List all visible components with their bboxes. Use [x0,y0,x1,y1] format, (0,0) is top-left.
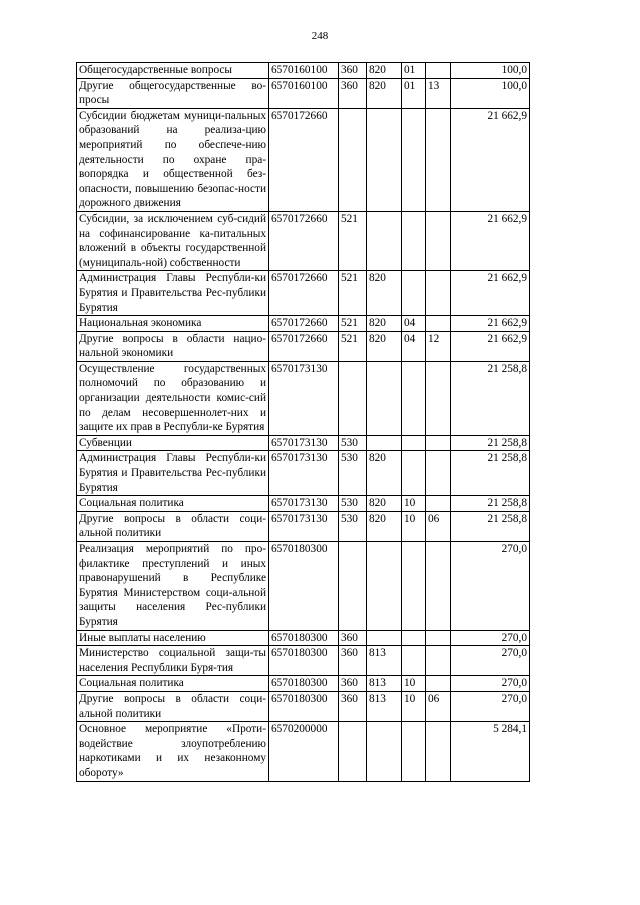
administrator-cell: 820 [367,78,402,108]
amount-cell: 21 662,9 [451,108,530,211]
target-article-cell: 6570180300 [269,676,339,692]
item-name-cell: Общегосударственные вопросы [77,63,269,79]
administrator-cell: 820 [367,496,402,512]
target-article-cell: 6570172660 [269,271,339,316]
subsection-cell [426,211,451,270]
budget-table-body [77,63,530,782]
section-cell [402,361,426,435]
subsection-cell [426,271,451,316]
section-cell [402,722,426,781]
subsection-cell [426,108,451,211]
section-cell: 10 [402,496,426,512]
table-row [77,630,530,646]
subsection-cell [426,316,451,332]
expense-type-cell [339,361,367,435]
table-row [77,78,530,108]
target-article-cell: 6570172660 [269,108,339,211]
amount-cell: 21 258,8 [451,511,530,541]
expense-type-cell: 521 [339,211,367,270]
administrator-cell [367,722,402,781]
item-name-cell: Реализация мероприятий по про-филактике преступлений и иных правонарушений в Республике Бурятия Министерством соци-альной защиты населения Рес-публики Бурятия [77,542,269,631]
target-article-cell: 6570172660 [269,316,339,332]
table-row [77,511,530,541]
item-name-cell: Администрация Главы Республи-ки Бурятия и Правительства Рес-публики Бурятия [77,451,269,496]
subsection-cell: 12 [426,331,451,361]
administrator-cell [367,211,402,270]
section-cell: 10 [402,511,426,541]
amount-cell: 21 662,9 [451,316,530,332]
item-name-cell: Другие общегосударственные во-просы [77,78,269,108]
page-number: 248 [311,30,329,42]
target-article-cell: 6570160100 [269,78,339,108]
section-cell [402,271,426,316]
table-row [77,542,530,631]
item-name-cell: Иные выплаты населению [77,630,269,646]
item-name-cell: Социальная политика [77,496,269,512]
expense-type-cell: 530 [339,451,367,496]
item-name-cell: Министерство социальной защи-ты населения Республики Буря-тия [77,646,269,676]
subsection-cell [426,435,451,451]
item-name-cell: Другие вопросы в области соци-альной политики [77,691,269,721]
amount-cell: 100,0 [451,78,530,108]
amount-cell: 21 258,8 [451,451,530,496]
administrator-cell [367,108,402,211]
subsection-cell [426,451,451,496]
table-row [77,316,530,332]
section-cell [402,211,426,270]
subsection-cell: 06 [426,691,451,721]
section-cell: 04 [402,331,426,361]
target-article-cell: 6570180300 [269,542,339,631]
expense-type-cell: 521 [339,331,367,361]
expense-type-cell: 360 [339,630,367,646]
section-cell: 04 [402,316,426,332]
amount-cell: 270,0 [451,676,530,692]
section-cell: 01 [402,78,426,108]
item-name-cell: Администрация Главы Республи-ки Бурятия и Правительства Рес-публики Бурятия [77,271,269,316]
amount-cell: 21 662,9 [451,331,530,361]
section-cell [402,630,426,646]
target-article-cell: 6570180300 [269,630,339,646]
subsection-cell [426,646,451,676]
administrator-cell: 820 [367,316,402,332]
administrator-cell: 820 [367,271,402,316]
target-article-cell: 6570172660 [269,211,339,270]
administrator-cell [367,435,402,451]
table-row [77,211,530,270]
subsection-cell [426,676,451,692]
expense-type-cell: 360 [339,78,367,108]
subsection-cell [426,542,451,631]
section-cell [402,542,426,631]
table-row [77,271,530,316]
subsection-cell: 13 [426,78,451,108]
table-row [77,691,530,721]
expense-type-cell: 521 [339,271,367,316]
table-row [77,676,530,692]
expense-type-cell: 360 [339,646,367,676]
subsection-cell: 06 [426,511,451,541]
section-cell: 01 [402,63,426,79]
amount-cell: 5 284,1 [451,722,530,781]
table-row [77,451,530,496]
target-article-cell: 6570172660 [269,331,339,361]
table-row [77,722,530,781]
item-name-cell: Другие вопросы в области соци-альной политики [77,511,269,541]
expense-type-cell: 360 [339,691,367,721]
expense-type-cell [339,722,367,781]
table-row [77,646,530,676]
item-name-cell: Национальная экономика [77,316,269,332]
item-name-cell: Другие вопросы в области нацио-нальной экономики [77,331,269,361]
item-name-cell: Социальная политика [77,676,269,692]
item-name-cell: Субсидии, за исключением суб-сидий на софинансирование ка-питальных вложений в объекты государственной (муниципаль-ной) собственности [77,211,269,270]
administrator-cell: 813 [367,691,402,721]
expense-type-cell [339,542,367,631]
target-article-cell: 6570173130 [269,361,339,435]
administrator-cell: 820 [367,331,402,361]
expense-type-cell [339,108,367,211]
item-name-cell: Осуществление государственных полномочий по образованию и организации деятельности комис-сий по делам несовершеннолет-них и защите их прав в Республи-ке Бурятия [77,361,269,435]
amount-cell: 270,0 [451,646,530,676]
administrator-cell: 820 [367,451,402,496]
table-row [77,496,530,512]
table-row [77,108,530,211]
expense-type-cell: 360 [339,676,367,692]
amount-cell: 21 258,8 [451,496,530,512]
target-article-cell: 6570173130 [269,435,339,451]
item-name-cell: Субвенции [77,435,269,451]
expense-type-cell: 530 [339,435,367,451]
table-row [77,63,530,79]
item-name-cell: Субсидии бюджетам муници-пальных образований на реализа-цию мероприятий по обеспече-нию деятельности по охране пра-вопорядка и общественной без-опасности, повышению безопас-ности дорожного движения [77,108,269,211]
section-cell [402,435,426,451]
target-article-cell: 6570180300 [269,691,339,721]
amount-cell: 21 258,8 [451,361,530,435]
amount-cell: 270,0 [451,630,530,646]
subsection-cell [426,722,451,781]
section-cell [402,108,426,211]
administrator-cell: 813 [367,646,402,676]
section-cell: 10 [402,676,426,692]
target-article-cell: 6570173130 [269,451,339,496]
amount-cell: 270,0 [451,542,530,631]
target-article-cell: 6570180300 [269,646,339,676]
section-cell [402,646,426,676]
target-article-cell: 6570160100 [269,63,339,79]
table-row [77,331,530,361]
subsection-cell [426,630,451,646]
section-cell: 10 [402,691,426,721]
subsection-cell [426,361,451,435]
administrator-cell [367,361,402,435]
expense-type-cell: 530 [339,511,367,541]
amount-cell: 21 662,9 [451,211,530,270]
administrator-cell [367,542,402,631]
expense-type-cell: 360 [339,63,367,79]
table-row [77,435,530,451]
administrator-cell: 820 [367,63,402,79]
target-article-cell: 6570173130 [269,511,339,541]
administrator-cell: 820 [367,511,402,541]
amount-cell: 100,0 [451,63,530,79]
expense-type-cell: 530 [339,496,367,512]
expense-type-cell: 521 [339,316,367,332]
subsection-cell [426,496,451,512]
target-article-cell: 6570173130 [269,496,339,512]
target-article-cell: 6570200000 [269,722,339,781]
section-cell [402,451,426,496]
administrator-cell: 813 [367,676,402,692]
table-row [77,361,530,435]
item-name-cell: Основное мероприятие «Проти-водействие злоупотреблению наркотиками и их незаконному обороту» [77,722,269,781]
budget-table [76,62,530,782]
amount-cell: 270,0 [451,691,530,721]
amount-cell: 21 258,8 [451,435,530,451]
amount-cell: 21 662,9 [451,271,530,316]
administrator-cell [367,630,402,646]
subsection-cell [426,63,451,79]
